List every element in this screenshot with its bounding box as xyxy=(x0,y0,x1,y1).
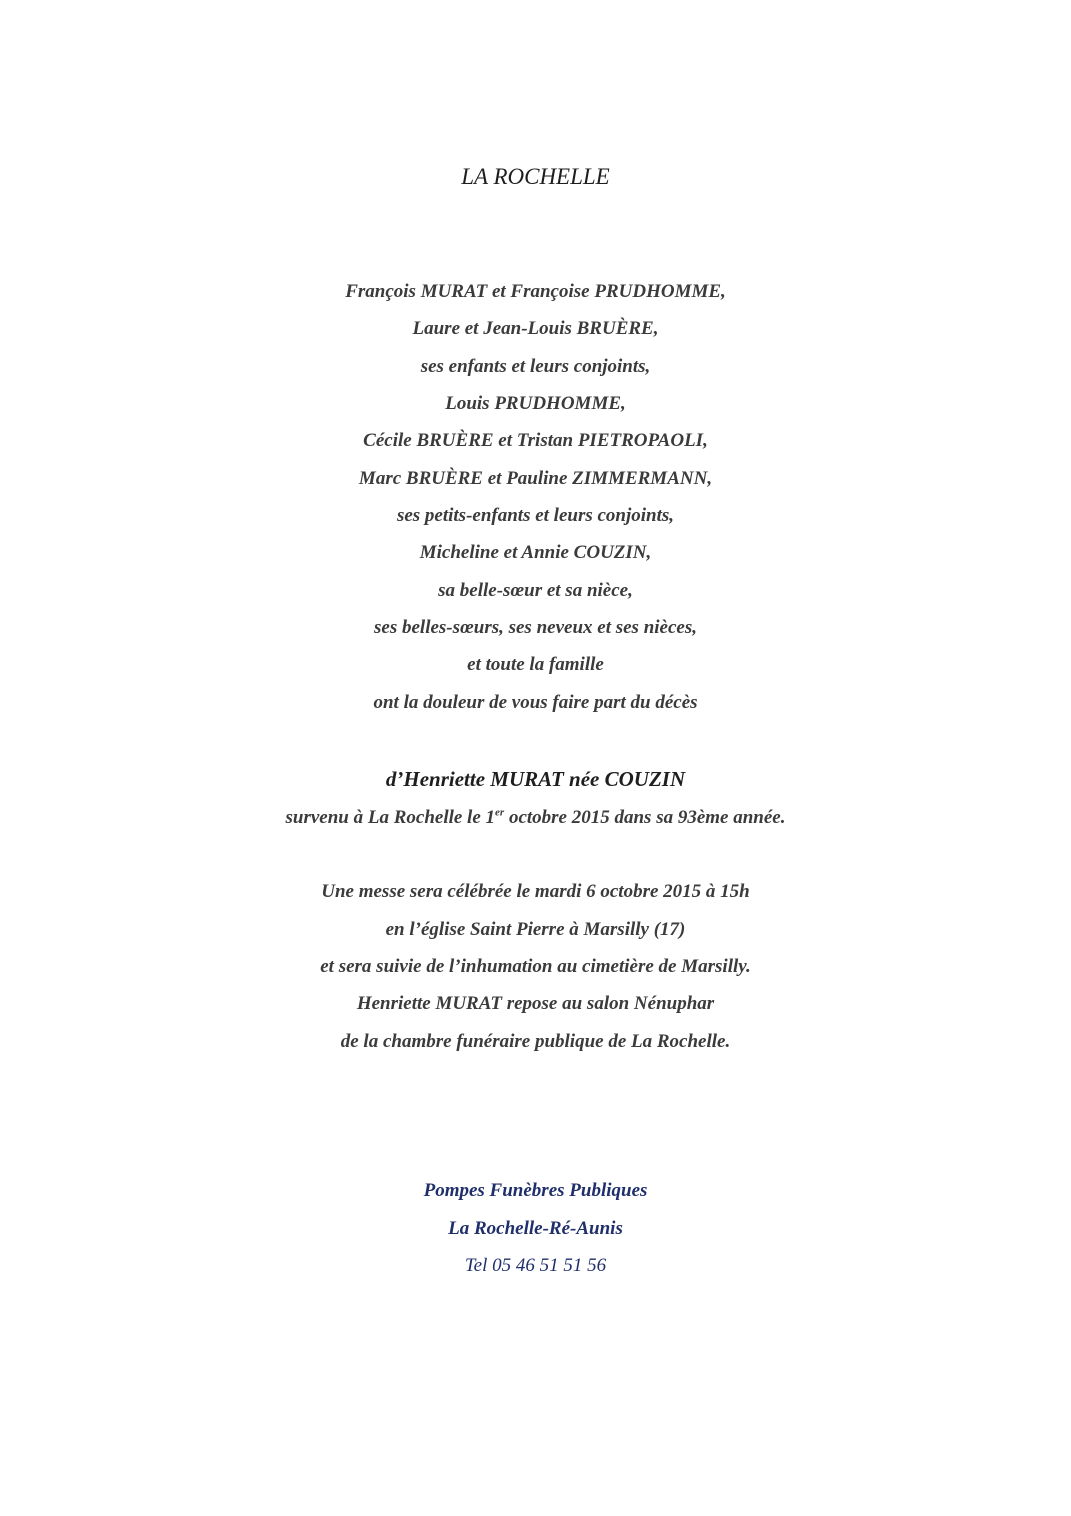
family-line-8: Micheline et Annie COUZIN, xyxy=(419,542,652,563)
family-line-9: sa belle-sœur et sa nièce, xyxy=(438,580,633,601)
city-heading: LA ROCHELLE xyxy=(461,164,610,189)
family-line-1: François MURAT et Françoise PRUDHOMME, xyxy=(345,281,726,302)
deceased-name: d’Henriette MURAT née COUZIN xyxy=(385,767,686,791)
family-line-2: Laure et Jean-Louis BRUÈRE, xyxy=(412,318,659,339)
ceremony-line-3: et sera suivie de l’inhumation au cimetière de Marsilly. xyxy=(320,956,751,977)
family-line-5: Cécile BRUÈRE et Tristan PIETROPAOLI, xyxy=(363,430,708,451)
ceremony-line-5: de la chambre funéraire publique de La Rochelle. xyxy=(340,1031,731,1052)
agency-location: La Rochelle-Ré-Aunis xyxy=(448,1218,623,1239)
death-notice-text-end: octobre 2015 dans sa 93ème année. xyxy=(504,807,786,828)
agency-phone: Tel 05 46 51 51 56 xyxy=(464,1255,607,1276)
ceremony-line-1: Une messe sera célébrée le mardi 6 octobre 2015 à 15h xyxy=(321,881,750,902)
death-notice-text: survenu à La Rochelle le 1 xyxy=(285,807,496,828)
family-line-12: ont la douleur de vous faire part du décès xyxy=(373,692,698,713)
family-line-10: ses belles-sœurs, ses neveux et ses nièces, xyxy=(374,617,697,638)
family-line-4: Louis PRUDHOMME, xyxy=(445,393,626,414)
family-line-3: ses enfants et leurs conjoints, xyxy=(420,356,651,377)
ceremony-line-4: Henriette MURAT repose au salon Nénuphar xyxy=(356,993,715,1014)
agency-name: Pompes Funèbres Publiques xyxy=(423,1180,648,1201)
family-line-6: Marc BRUÈRE et Pauline ZIMMERMANN, xyxy=(358,468,713,489)
ceremony-line-2: en l’église Saint Pierre à Marsilly (17) xyxy=(385,919,686,940)
family-line-11: et toute la famille xyxy=(467,654,604,675)
death-notice-line xyxy=(0,805,1071,831)
family-line-7: ses petits-enfants et leurs conjoints, xyxy=(396,505,675,526)
death-notice-ordinal: er xyxy=(495,806,505,819)
